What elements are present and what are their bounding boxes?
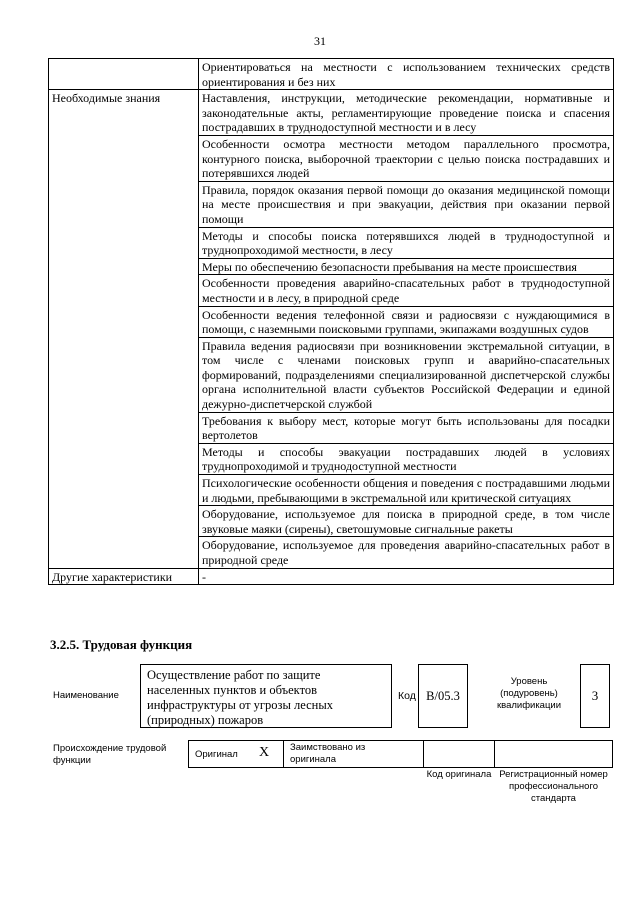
code-label: Код [398, 690, 416, 702]
row-item: Правила, порядок оказания первой помощи до оказания медицинской помощи на месте происшествия и при эвакуации, действия при оказании первой помощи [199, 181, 614, 227]
original-mark: X [259, 745, 270, 760]
row-item: Особенности осмотра местности методом параллельного просмотра, контурного поиска, выборочной траектории с целью поиска пострадавших и потерявшихся людей [199, 135, 614, 181]
registration-number-cell [494, 740, 613, 768]
name-label: Наименование [53, 690, 119, 701]
row-item: Наставления, инструкции, методические рекомендации, нормативные и законодательные акты, регламентирующие проведение поиска и спасения пострадавших в труднодоступной местности и в лесу [199, 90, 614, 136]
row-item: Оборудование, используемое для проведения аварийно-спасательных работ в природной среде [199, 537, 614, 568]
original-cell [188, 740, 284, 768]
function-code-value: B/05.3 [426, 689, 460, 703]
page-number: 31 [314, 34, 326, 48]
row-item: Правила ведения радиосвязи при возникновении экстремальной ситуации, в том числе с членами поисковых групп и аварийно-спасательных формирований, подразделениями специализированной диспетчерской службы органа исполнительной власти субъектов Российской Федерации и единой дежурно-диспетчерской службой [199, 337, 614, 412]
level-box [580, 664, 610, 728]
row-item: Оборудование, используемое для поиска в природной среде, в том числе звуковые маяки (сирены), светошумовые сигнальные ракеты [199, 506, 614, 537]
row-label [49, 59, 199, 90]
row-item: - [199, 568, 614, 585]
table-row [49, 59, 614, 90]
row-item: Методы и способы эвакуации пострадавших людей в условиях труднопроходимой и труднодоступной местности [199, 443, 614, 474]
borrowed-cell [283, 740, 424, 768]
function-name-value: Осуществление работ по защите населенных пунктов и объектов инфраструктуры от угрозы лесных (природных) пожаров [147, 668, 333, 727]
table-row [49, 568, 614, 585]
level-value: 3 [591, 688, 599, 703]
registration-number-caption: Регистрационный номер профессионального стандарта [499, 769, 608, 804]
original-label: Оригинал [195, 749, 238, 760]
row-label: Другие характеристики [49, 568, 199, 585]
function-name-box [140, 664, 392, 728]
row-item: Ориентироваться на местности с использованием технических средств ориентирования и без них [199, 59, 614, 90]
row-item: Особенности ведения телефонной связи и радиосвязи с нуждающимися в помощи, с наземными поисковыми группами, экипажами воздушных судов [199, 306, 614, 337]
row-label: Необходимые знания [49, 90, 199, 568]
row-item: Психологические особенности общения и поведения с пострадавшими людьми и людьми, пребывающими в экстремальной или критической ситуациях [199, 475, 614, 506]
code-original-cell [423, 740, 495, 768]
row-item: Меры по обеспечению безопасности пребывания на месте происшествия [199, 258, 614, 275]
requirements-table [48, 58, 614, 585]
function-code-box [418, 664, 468, 728]
code-original-caption: Код оригинала [426, 769, 492, 780]
origin-label: Происхождение трудовой функции [53, 743, 167, 766]
row-item: Требования к выбору мест, которые могут быть использованы для посадки вертолетов [199, 412, 614, 443]
section-title: 3.2.5. Трудовая функция [50, 637, 193, 652]
borrowed-label: Заимствовано из оригинала [290, 742, 366, 765]
row-item: Особенности проведения аварийно-спасательных работ в труднодоступной местности и в лесу, в природной среде [199, 275, 614, 306]
table-row [49, 90, 614, 136]
row-item: Методы и способы поиска потерявшихся людей в труднодоступной и труднопроходимой местности, в лесу [199, 227, 614, 258]
level-label: Уровень (подуровень) квалификации [496, 676, 562, 711]
